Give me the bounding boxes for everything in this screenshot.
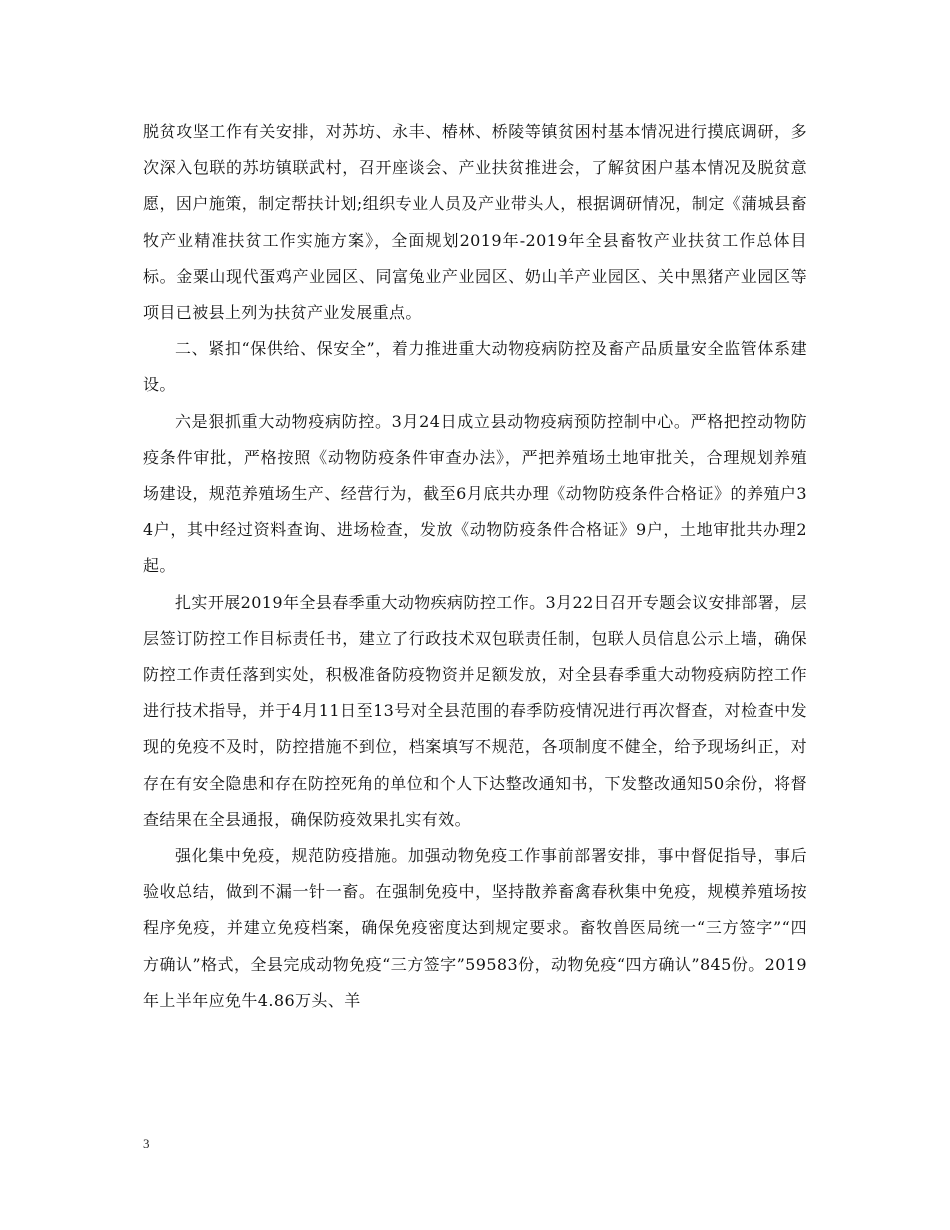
paragraph-centralized-immunization: 强化集中免疫，规范防疫措施。加强动物免疫工作事前部署安排，事中督促指导，事后验收总结，做到不漏一针一畜。在强制免疫中，坚持散养畜禽春秋集中免疫，规模养殖场按程序免疫，并建立免疫档案，确保免疫密度达到规定要求。畜牧兽医局统一“三方签字”“四方确认”格式，全县完成动物免疫“三方签字”59583份，动物免疫“四方确认”845份。2019年上半年应免牛4.86万头、羊	[143, 846, 807, 1010]
paragraph-epidemic-control: 六是狠抓重大动物疫病防控。3月24日成立县动物疫病预防控制中心。严格把控动物防疫条件审批，严格按照《动物防疫条件审查办法》，严把养殖场土地审批关，合理规划养殖场建设，规范养殖场生产、经营行为，截至6月底共办理《动物防疫条件合格证》的养殖户34户，其中经过资料查询、进场检查，发放《动物防疫条件合格证》9户，土地审批共办理2起。	[143, 411, 807, 576]
paragraph-spring-prevention: 扎实开展2019年全县春季重大动物疾病防控工作。3月22日召开专题会议安排部署，层层签订防控工作目标责任书，建立了行政技术双包联责任制，包联人员信息公示上墙，确保防控工作责任落到实处，积极准备防疫物资并足额发放，对全县春季重大动物疫病防控工作进行技术指导，并于4月11日至13号对全县范围的春季防疫情况进行再次督查，对检查中发现的免疫不及时，防控措施不到位，档案填写不规范，各项制度不健全，给予现场纠正，对存在有安全隐患和存在防控死角的单位和个人下达整改通知书，下发整改通知50余份，将督查结果在全县通报，确保防疫效果扎实有效。	[143, 592, 807, 829]
paragraph-continuation: 脱贫攻坚工作有关安排，对苏坊、永丰、椿林、桥陵等镇贫困村基本情况进行摸底调研，多次深入包联的苏坊镇联武村，召开座谈会、产业扶贫推进会，了解贫困户基本情况及脱贫意愿，因户施策，制定帮扶计划;组织专业人员及产业带头人，根据调研情况，制定《蒲城县畜牧产业精准扶贫工作实施方案》，全面规划2019年-2019年全县畜牧产业扶贫工作总体目标。金粟山现代蛋鸡产业园区、同富兔业产业园区、奶山羊产业园区、关中黑猪产业园区等项目已被县上列为扶贫产业发展重点。	[143, 122, 807, 323]
page-number: 3	[143, 1136, 150, 1151]
document-body	[143, 114, 807, 1019]
section-heading: 二、紧扣“保供给、保安全”，着力推进重大动物疫病防控及畜产品质量安全监管体系建设。	[143, 339, 807, 395]
